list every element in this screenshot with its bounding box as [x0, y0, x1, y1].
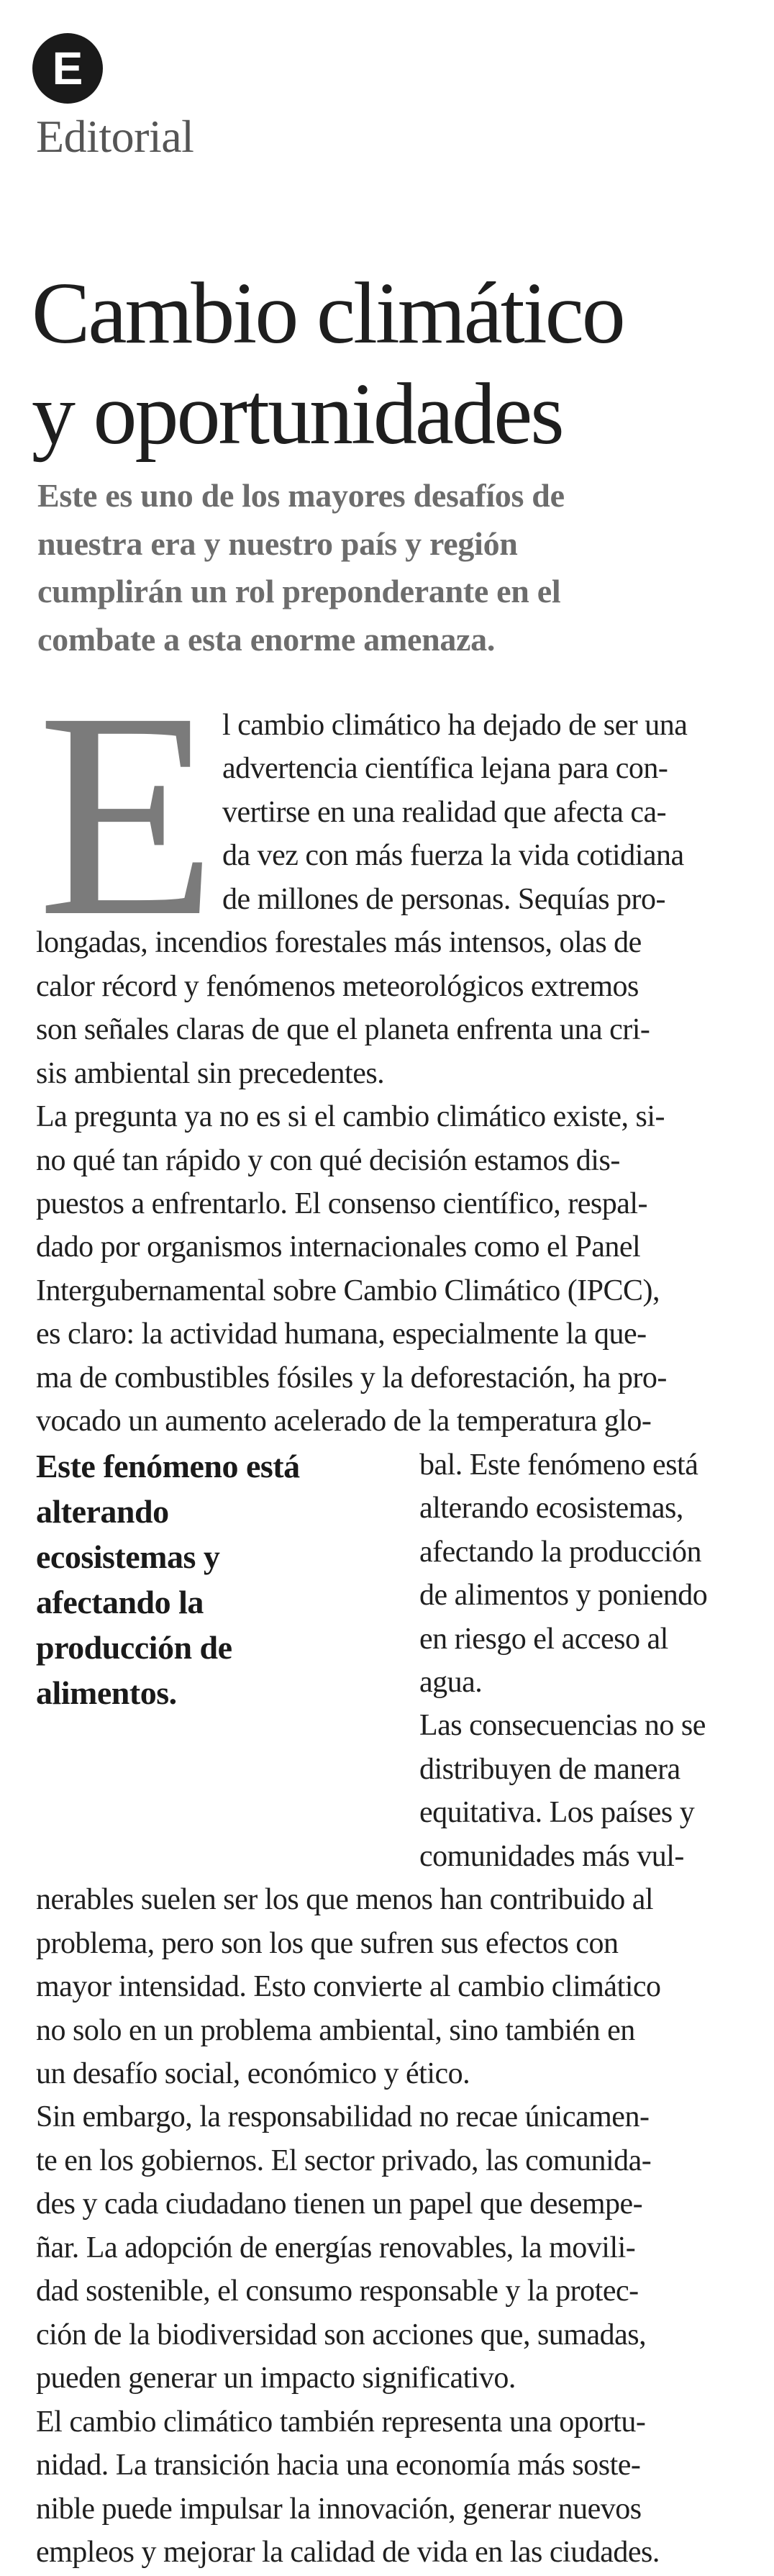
- article-line: distribuyen de manera: [419, 1753, 680, 1786]
- pull-quote-line: Este fenómeno está: [36, 1448, 300, 1484]
- article-line: nidad. La transición hacia una economía más soste-: [36, 2449, 641, 2482]
- article-line: son señales claras de que el planeta enfrenta una cri-: [36, 1013, 650, 1046]
- article-line: es claro: la actividad humana, especialmente la que-: [36, 1318, 647, 1351]
- article-line: dad sostenible, el consumo responsable y la protec-: [36, 2275, 639, 2308]
- article-line: de alimentos y poniendo: [419, 1579, 708, 1612]
- pull-quote-line: alimentos.: [36, 1674, 177, 1711]
- article-line: El cambio climático también representa una oportu-: [36, 2405, 646, 2439]
- article-line: no qué tan rápido y con qué decisión estamos dis-: [36, 1144, 620, 1177]
- article-line: calor récord y fenómenos meteorológicos extremos: [36, 970, 639, 1003]
- article-line: l cambio climático ha dejado de ser una: [222, 709, 688, 742]
- drop-cap: E: [37, 652, 211, 977]
- article-line: te en los gobiernos. El sector privado, las comunida-: [36, 2144, 652, 2177]
- article-line: Las consecuencias no se: [419, 1709, 706, 1742]
- article-line: nible puede impulsar la innovación, generar nuevos: [36, 2493, 642, 2526]
- pull-quote: [36, 1443, 374, 1715]
- article-line: sis ambiental sin precedentes.: [36, 1057, 385, 1090]
- article-line: longadas, incendios forestales más intensos, olas de: [36, 926, 642, 959]
- article-line: un desafío social, económico y ético.: [36, 2057, 470, 2090]
- article-line: ma de combustibles fósiles y la deforestación, ha pro-: [36, 1361, 667, 1394]
- pull-quote-line: alterando: [36, 1493, 169, 1530]
- pull-quote-line: ecosistemas y: [36, 1538, 220, 1575]
- article-line: ción de la biodiversidad son acciones que, sumadas,: [36, 2318, 647, 2351]
- article-line: ñar. La adopción de energías renovables, la movili-: [36, 2231, 636, 2264]
- article-line: agua.: [419, 1666, 483, 1699]
- article-line: vocado un aumento acelerado de la temperatura glo-: [36, 1405, 652, 1438]
- deck-line: cumplirán un rol preponderante en el: [37, 573, 561, 609]
- section-logo-badge: E: [32, 33, 103, 104]
- article-line: bal. Este fenómeno está: [419, 1448, 698, 1482]
- deck-line: combate a esta enorme amenaza.: [37, 620, 496, 658]
- headline-line: y oportunidades: [32, 366, 563, 463]
- article-line: en riesgo el acceso al: [419, 1623, 668, 1656]
- section-label: Editorial: [36, 111, 194, 162]
- headline-line: Cambio climático: [32, 265, 624, 362]
- article-line: problema, pero son los que sufren sus efectos con: [36, 1927, 619, 1960]
- deck-line: Este es uno de los mayores desafíos de: [37, 477, 565, 514]
- article-line: des y cada ciudadano tienen un papel que desempe-: [36, 2187, 643, 2221]
- article-line: empleos y mejorar la calidad de vida en las ciudades.: [36, 2536, 660, 2569]
- article-line: Intergubernamental sobre Cambio Climático (IPCC),: [36, 1274, 660, 1307]
- article-line: mayor intensidad. Esto convierte al cambio climático: [36, 1970, 661, 2003]
- article-line: advertencia científica lejana para con-: [222, 752, 668, 785]
- article-line: alterando ecosistemas,: [419, 1492, 683, 1525]
- article-line: da vez con más fuerza la vida cotidiana: [222, 839, 684, 872]
- article-line: afectando la producción: [419, 1536, 701, 1569]
- article-line: nerables suelen ser los que menos han contribuido al: [36, 1883, 654, 1916]
- article-line: pueden generar un impacto significativo.: [36, 2362, 516, 2395]
- article-line: no solo en un problema ambiental, sino también en: [36, 2014, 635, 2047]
- deck-line: nuestra era y nuestro país y región: [37, 525, 518, 562]
- article-line: vertirse en una realidad que afecta ca-: [222, 796, 667, 829]
- pull-quote-line: afectando la: [36, 1584, 204, 1620]
- article-line: La pregunta ya no es si el cambio climático existe, si-: [36, 1100, 665, 1133]
- pull-quote-line: producción de: [36, 1629, 232, 1666]
- article-line: comunidades más vul-: [419, 1840, 684, 1873]
- article-line: puestos a enfrentarlo. El consenso científico, respal-: [36, 1187, 648, 1220]
- article-line: de millones de personas. Sequías pro-: [222, 883, 666, 916]
- article-line: Sin embargo, la responsabilidad no recae únicamen-: [36, 2100, 650, 2133]
- article-line: equitativa. Los países y: [419, 1796, 695, 1829]
- article-line: dado por organismos internacionales como el Panel: [36, 1230, 641, 1264]
